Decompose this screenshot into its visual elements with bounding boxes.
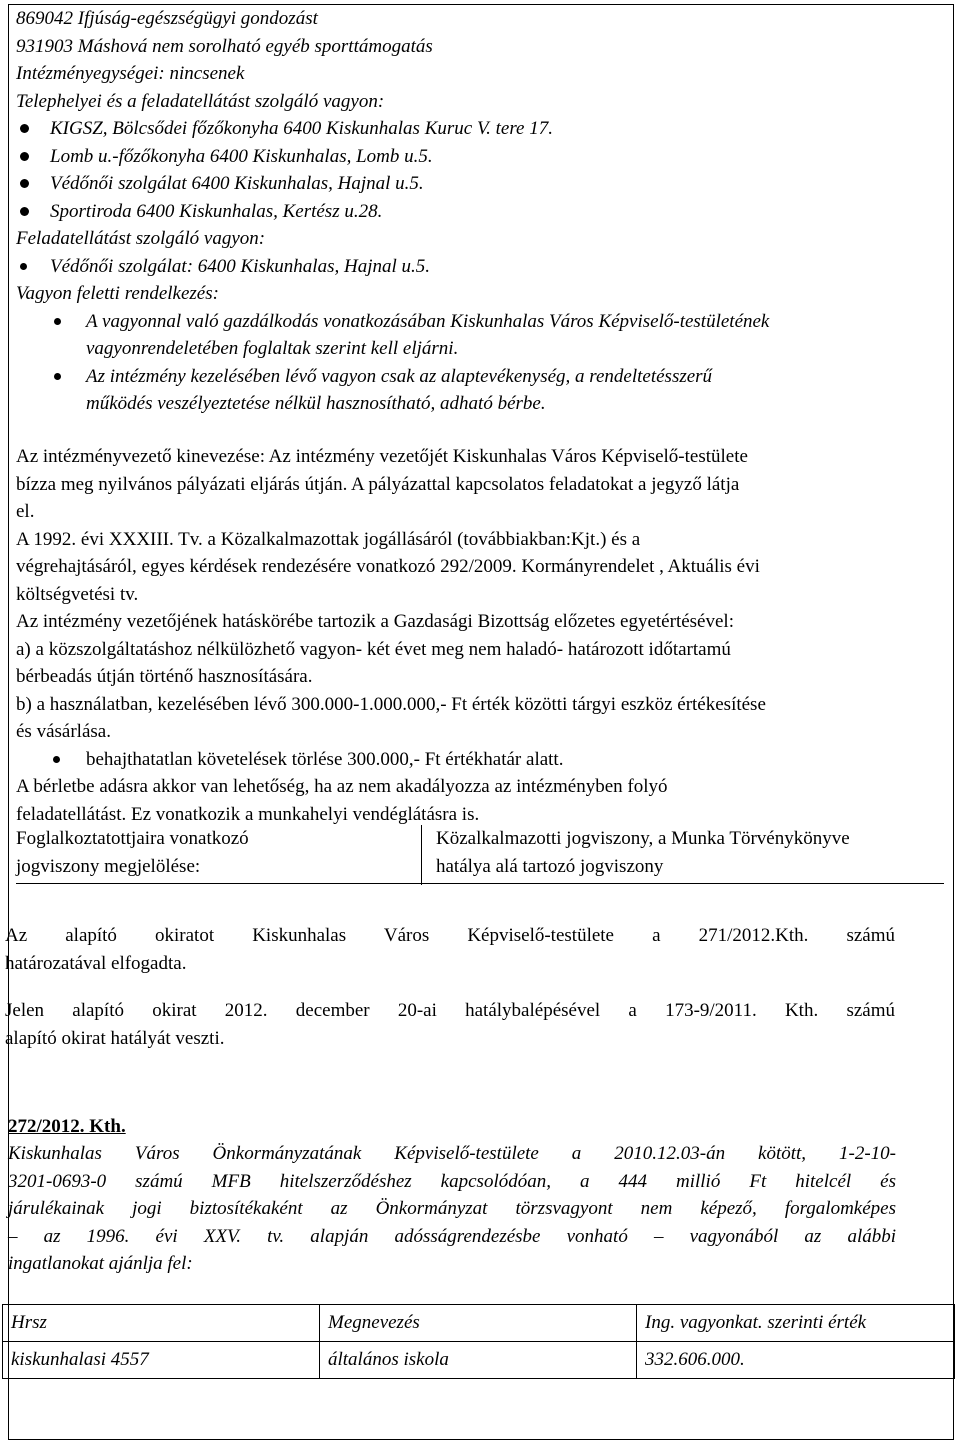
table-cell: általános iskola — [320, 1342, 637, 1379]
table-row — [3, 1342, 955, 1379]
body-line: Az intézmény vezetőjének hatáskörébe tartozik a Gazdasági Bizottság előzetes egyetértésével: — [16, 611, 734, 632]
site-list-item: Sportiroda 6400 Kiskunhalas, Kertész u.28. — [16, 198, 769, 226]
validity-paragraph: Jelen alapító okirat 2012. december 20-ai hatálybalépésével a 173-9/2011. Kth. számú alapító okirat hatályát veszti. — [5, 1000, 895, 1049]
site-list-item: Védőnői szolgálat 6400 Kiskunhalas, Hajnal u.5. — [16, 170, 769, 198]
header-cell: Megnevezés — [320, 1305, 637, 1342]
charter-details — [16, 5, 769, 418]
body-line: Az intézményvezető kinevezése: Az intézmény vezetőjét Kiskunhalas Város Képviselő-testülete — [16, 446, 748, 467]
asset-list-item: Védőnői szolgálat: 6400 Kiskunhalas, Hajnal u.5. — [16, 253, 769, 281]
sites-heading: Telephelyei és a feladatellátást szolgáló vagyon: — [16, 90, 385, 112]
body-line: a) a közszolgáltatáshoz nélkülözhető vagyon- két évet meg nem haladó- határozott időtartamú — [16, 638, 731, 660]
bullet-icon — [20, 152, 29, 161]
body-line: feladatellátást. Ez vonatkozik a munkahelyi vendéglátásra is. — [16, 803, 480, 825]
body-line: el. — [16, 501, 35, 522]
row-divider — [16, 883, 944, 884]
disposal-list-item: Az intézmény kezelésében lévő vagyon csak az alaptevékenység, a rendeltetésszerű működés veszélyeztetése nélkül hasznosítható, adható bérbe. — [16, 363, 769, 418]
asset-heading: Feladatellátást szolgáló vagyon: — [16, 228, 266, 249]
bullet-icon — [20, 124, 29, 133]
units-line: Intézményegységei: nincsenek — [16, 63, 245, 84]
property-table — [2, 1304, 955, 1379]
body-line: A 1992. évi XXXIII. Tv. a Közalkalmazottak jogállásáról (továbbiakban:Kjt.) és a — [16, 528, 641, 550]
bullet-icon — [20, 263, 27, 270]
header-cell: Ing. vagyonkat. szerinti érték — [637, 1305, 955, 1342]
table-cell: 332.606.000. — [637, 1342, 955, 1379]
director-section — [16, 443, 936, 828]
bullet-icon — [54, 373, 61, 380]
bullet-icon — [54, 318, 61, 325]
activity-line: 869042 Ifjúság-egészségügyi gondozást — [16, 8, 318, 29]
resolution-number: 272/2012. Kth. — [8, 1116, 126, 1137]
employment-label: Foglalkoztatottjaira vonatkozó jogviszony megjelölése: — [16, 828, 249, 877]
employment-value: Közalkalmazotti jogviszony, a Munka Törvénykönyve hatálya alá tartozó jogviszony — [436, 828, 850, 877]
employment-row — [16, 825, 944, 885]
resolution-paragraph: Kiskunhalas Város Önkormányzatának Képviselő-testülete a 2010.12.03-án kötött, 1-2-10- 3201-0693-0 számú MFB hitelszerződéshez kapcsolódóan, a 444 millió Ft hitelcél és járulékainak jogi biztosítékaként az Önkormányzat törzsvagyont nem képező, forgalomképes – az 1996. évi XXV. tv. alapján adósságrendezésbe vonható – vagyonából az alábbi ingatlanokat ajánlja fel: — [8, 1143, 896, 1274]
header-cell: Hrsz — [3, 1305, 320, 1342]
adoption-paragraph: Az alapító okiratot Kiskunhalas Város Képviselő-testülete a 271/2012.Kth. számú határozatával elfogadta. — [5, 925, 895, 974]
body-line: b) a használatban, kezelésében lévő 300.000-1.000.000,- Ft érték közötti tárgyi eszköz értékesítése — [16, 693, 766, 715]
bullet-icon — [20, 207, 29, 216]
body-line: bízza meg nyilvános pályázati eljárás útján. A pályázattal kapcsolatos feladatokat a jegyző látja — [16, 473, 740, 495]
disposal-heading: Vagyon feletti rendelkezés: — [16, 283, 219, 304]
site-list-item: KIGSZ, Bölcsődei főzőkonyha 6400 Kiskunhalas Kuruc V. tere 17. — [16, 115, 769, 143]
disposal-list-item: A vagyonnal való gazdálkodás vonatkozásában Kiskunhalas Város Képviselő-testületének vagyonrendeletében foglaltak szerint kell eljárni. — [16, 308, 769, 363]
authority-list-item: behajthatatlan követelések törlése 300.000,- Ft értékhatár alatt. — [16, 746, 936, 774]
activity-line: 931903 Máshová nem sorolható egyéb sporttámogatás — [16, 35, 433, 57]
bullet-icon — [20, 179, 29, 188]
table-header-row — [3, 1305, 955, 1342]
table-cell: kiskunhalasi 4557 — [3, 1342, 320, 1379]
body-line: és vásárlása. — [16, 721, 111, 742]
column-divider — [421, 825, 422, 885]
body-line: bérbeadás útján történő hasznosítására. — [16, 666, 313, 687]
body-line: költségvetési tv. — [16, 583, 139, 605]
bullet-icon — [53, 756, 60, 763]
site-list-item: Lomb u.-főzőkonyha 6400 Kiskunhalas, Lomb u.5. — [16, 143, 769, 171]
body-line: A bérletbe adásra akkor van lehetőség, ha az nem akadályozza az intézményben folyó — [16, 776, 668, 797]
body-line: végrehajtásáról, egyes kérdések rendezésére vonatkozó 292/2009. Kormányrendelet , Aktuális évi — [16, 556, 760, 577]
